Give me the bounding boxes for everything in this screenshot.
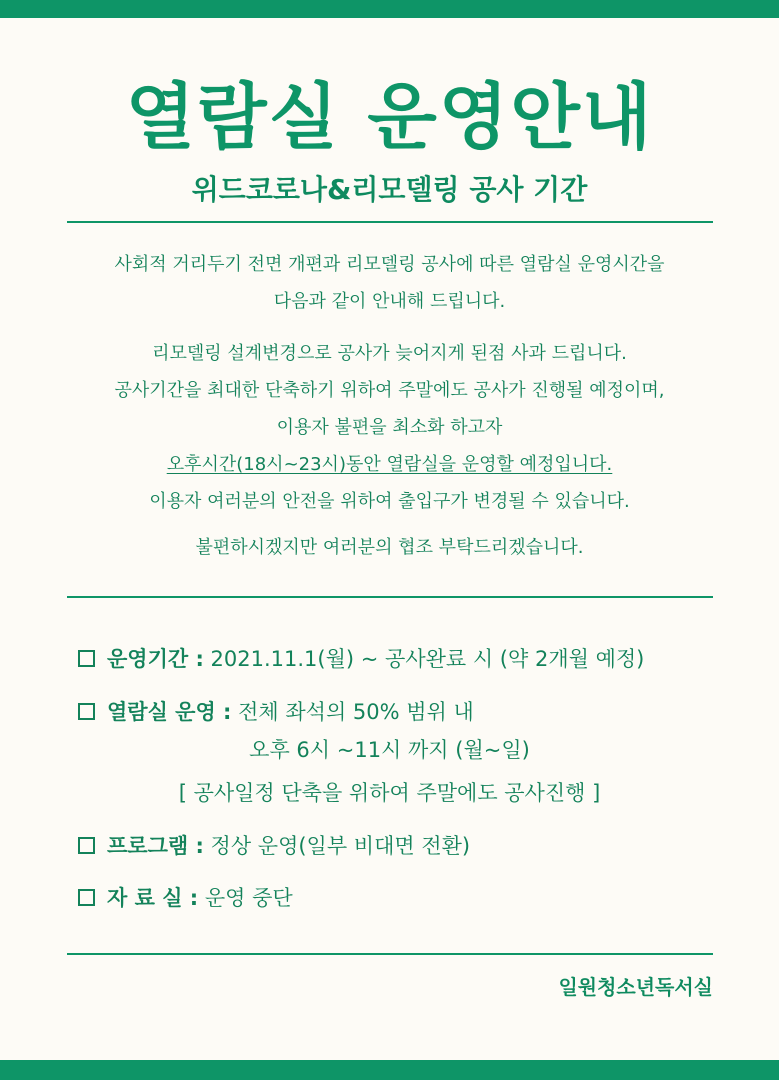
notice-line-underlined: 오후시간(18시~23시)동안 열람실을 운영할 예정입니다. [166, 454, 613, 475]
reading-room-label: 열람실 운영 : [107, 700, 232, 724]
notice-line: 공사기간을 최대한 단축하기 위하여 주말에도 공사가 진행될 예정이며, [114, 380, 665, 401]
archive-label: 자 료 실 : [107, 886, 199, 910]
organization-signature: 일원청소년독서실 [558, 975, 713, 999]
program-row [78, 830, 470, 862]
period-row [78, 643, 644, 675]
intro-line: 사회적 거리두기 전면 개편과 리모델링 공사에 따른 열람실 운영시간을 [114, 254, 665, 275]
checkbox-square-icon [78, 837, 95, 854]
reading-room-note: [ 공사일정 단축을 위하여 주말에도 공사진행 ] [178, 781, 601, 805]
notice-paragraph [40, 335, 739, 520]
notice-line: 이용자 여러분의 안전을 위하여 출입구가 변경될 수 있습니다. [149, 491, 630, 512]
archive-row [78, 882, 293, 914]
program-value: 정상 운영(일부 비대면 전환) [203, 834, 471, 858]
checkbox-square-icon [78, 889, 95, 906]
period-label: 운영기간 : [107, 647, 204, 671]
reading-room-value: 전체 좌석의 50% 범위 내 [231, 700, 474, 724]
program-label: 프로그램 : [107, 834, 204, 858]
page-subtitle: 위드코로나&리모델링 공사 기간 [191, 173, 588, 206]
closing-line: 불편하시겠지만 여러분의 협조 부탁드리겠습니다. [195, 537, 584, 558]
divider-top [67, 221, 713, 223]
reading-room-hours: 오후 6시 ~11시 까지 (월~일) [249, 738, 530, 762]
period-value: 2021.11.1(월) ~ 공사완료 시 (약 2개월 예정) [203, 647, 645, 671]
intro-paragraph [40, 246, 739, 320]
archive-value: 운영 중단 [198, 886, 293, 910]
closing-paragraph [40, 529, 739, 566]
divider-middle [67, 596, 713, 598]
bottom-accent-bar [0, 1060, 779, 1080]
divider-bottom [67, 953, 713, 955]
notice-line: 이용자 불편을 최소화 하고자 [276, 417, 503, 438]
notice-line: 리모델링 설계변경으로 공사가 늦어지게 된점 사과 드립니다. [152, 343, 627, 364]
reading-room-row [78, 696, 474, 728]
checkbox-square-icon [78, 650, 95, 667]
page-title: 열람실 운영안내 [125, 75, 654, 159]
checkbox-square-icon [78, 703, 95, 720]
top-accent-bar [0, 0, 779, 18]
intro-line: 다음과 같이 안내해 드립니다. [273, 291, 506, 312]
